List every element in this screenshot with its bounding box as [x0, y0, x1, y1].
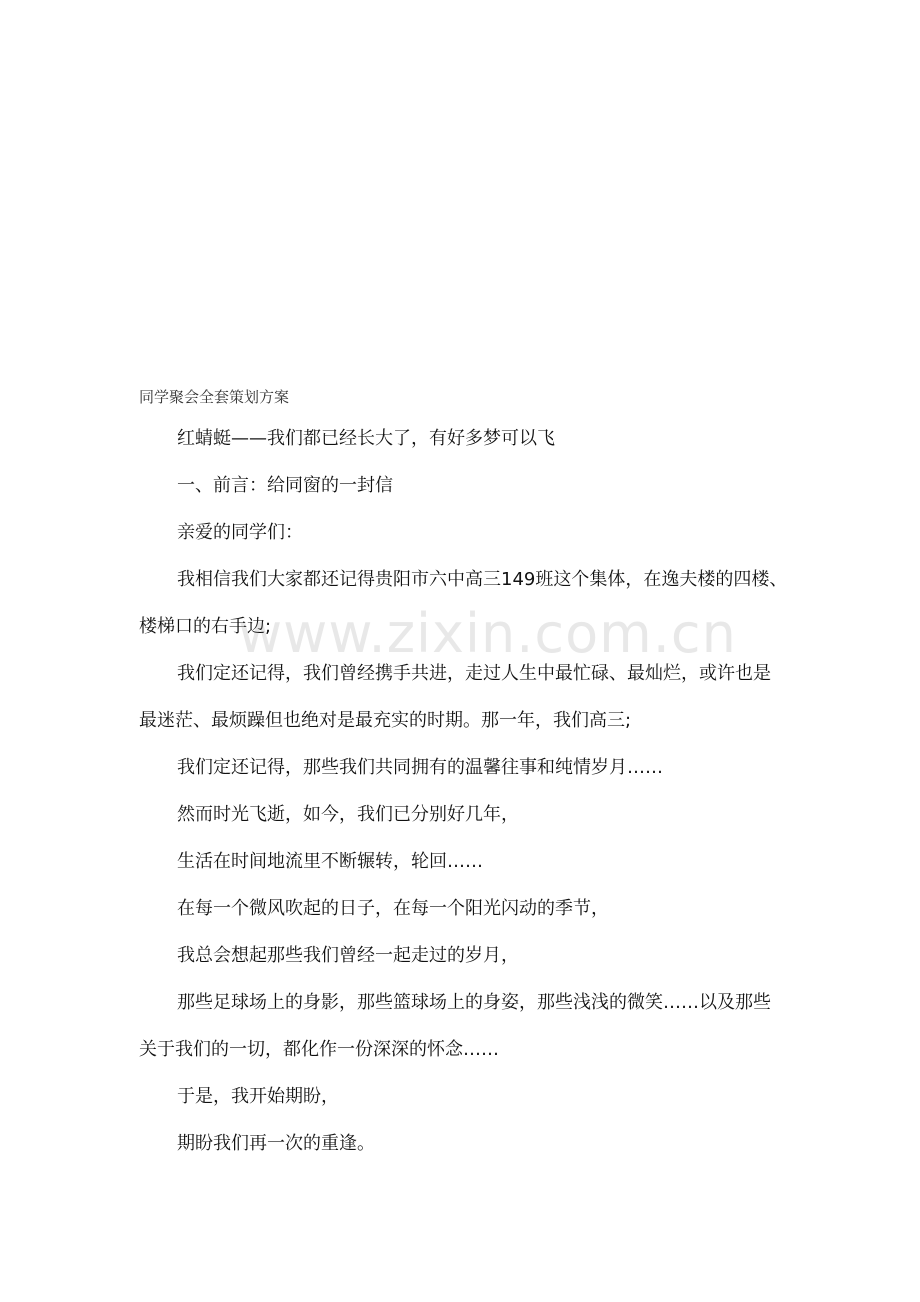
paragraph-line: 在每一个微风吹起的日子，在每一个阳光闪动的季节，: [177, 898, 609, 919]
document-body: [139, 415, 789, 1167]
document-title: 同学聚会全套策划方案: [139, 388, 290, 406]
paragraph-line: 于是，我开始期盼，: [177, 1086, 339, 1107]
paragraph-line: 关于我们的一切，都化作一份深深的怀念……: [139, 1039, 499, 1060]
paragraph: [139, 979, 789, 1073]
salutation: 亲爱的同学们：: [177, 522, 303, 543]
paragraph-line: 我相信我们大家都还记得贵阳市六中高三149班这个集体，在逸夫楼的四楼、: [177, 569, 788, 590]
paragraph: [139, 791, 789, 838]
paragraph-line: 然而时光飞逝，如今，我们已分别好几年，: [177, 804, 519, 825]
paragraph: [139, 650, 789, 744]
watermark: www.zixin.com.cn: [238, 602, 737, 665]
paragraph: [139, 556, 789, 650]
paragraph: [139, 932, 789, 979]
paragraph: [139, 1073, 789, 1120]
paragraph-line: 我们定还记得，那些我们共同拥有的温馨往事和纯情岁月……: [177, 757, 663, 778]
paragraph-line: 那些足球场上的身影，那些篮球场上的身姿，那些浅浅的微笑……以及那些: [177, 992, 771, 1013]
paragraph-line: 我们定还记得，我们曾经携手共进，走过人生中最忙碌、最灿烂，或许也是: [177, 663, 771, 684]
paragraph-line: 楼梯口的右手边;: [139, 616, 272, 637]
paragraph-line: 我总会想起那些我们曾经一起走过的岁月，: [177, 945, 519, 966]
paragraph: [139, 1120, 789, 1167]
section-heading: 一、前言：给同窗的一封信: [177, 475, 393, 496]
paragraph-line: 期盼我们再一次的重逢。: [177, 1133, 375, 1154]
paragraph: [139, 885, 789, 932]
subtitle: 红蜻蜓——我们都已经长大了，有好多梦可以飞: [177, 428, 555, 449]
paragraph-line: 生活在时间地流里不断辗转，轮回……: [177, 851, 483, 872]
paragraph-line: 最迷茫、最烦躁但也绝对是最充实的时期。那一年，我们高三;: [139, 710, 632, 731]
paragraph: [139, 744, 789, 791]
paragraph: [139, 838, 789, 885]
